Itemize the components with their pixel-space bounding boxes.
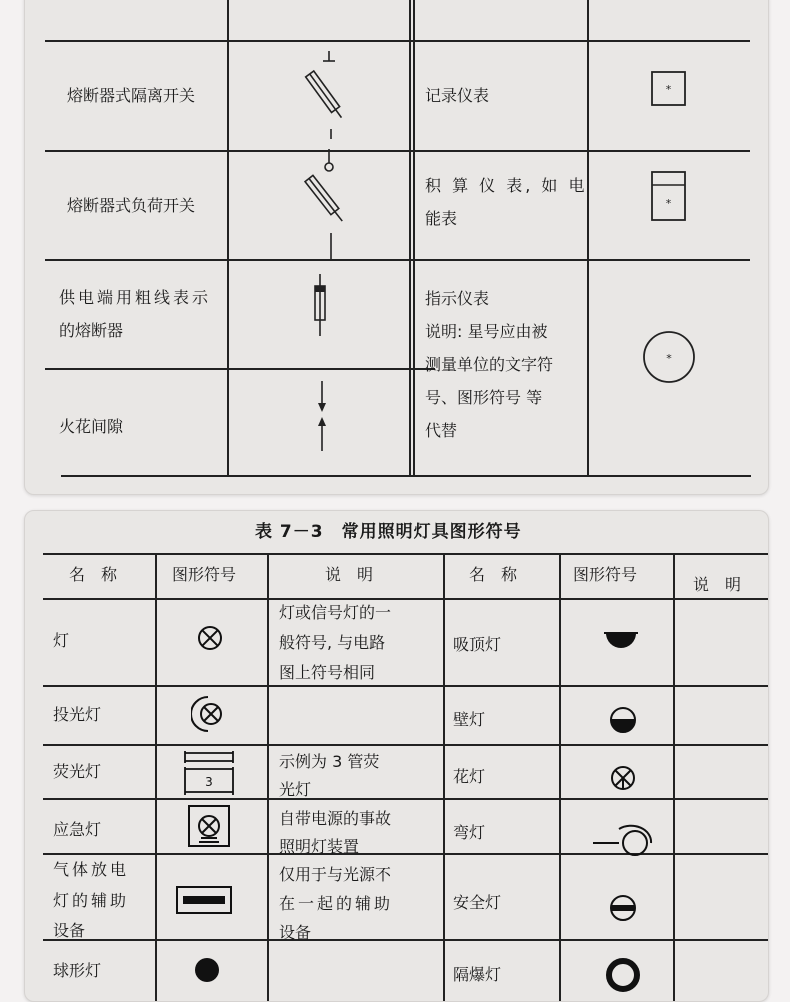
header-name-left: 名 称 bbox=[69, 565, 118, 584]
row-name-fluorescent: 荧光灯 bbox=[53, 762, 102, 781]
thick-line-fuse-symbol bbox=[305, 274, 335, 344]
ceiling-lamp-symbol bbox=[603, 629, 639, 653]
spark-gap-symbol bbox=[307, 381, 337, 451]
table-upper-card bbox=[24, 0, 769, 495]
desc-discharge-aux: 仅用于与光源不 bbox=[279, 865, 392, 884]
row-name-safety-lamp: 安全灯 bbox=[453, 893, 502, 912]
row-name-fuse-load-switch: 熔断器式负荷开关 bbox=[67, 196, 196, 215]
indicating-meter-note: 代替 bbox=[425, 421, 458, 440]
fluorescent-symbol bbox=[183, 749, 235, 797]
row-divider bbox=[43, 939, 768, 941]
column-divider bbox=[587, 0, 589, 475]
lighting-symbols-card bbox=[24, 510, 769, 1002]
row-name-fuse-isolating-switch: 熔断器式隔离开关 bbox=[67, 86, 196, 105]
row-name-integrating-meter: 积 算 仪 表, 如 电 bbox=[425, 176, 588, 195]
indicating-meter-note: 说明: 星号应由被 bbox=[425, 322, 548, 341]
row-name-discharge-aux: 设备 bbox=[53, 921, 86, 940]
table-top-border bbox=[43, 553, 768, 555]
bent-lamp-symbol bbox=[591, 823, 653, 859]
meter-star-label: * bbox=[665, 83, 672, 96]
wall-lamp-symbol bbox=[608, 705, 638, 735]
desc-emergency: 自带电源的事故 bbox=[279, 809, 392, 828]
desc-lamp: 灯或信号灯的一 bbox=[279, 603, 392, 622]
explosion-proof-symbol bbox=[605, 957, 641, 993]
row-name-wall-lamp: 壁灯 bbox=[453, 710, 486, 729]
meter-star-label: * bbox=[666, 352, 672, 365]
row-name-fuse-thick-line: 的熔断器 bbox=[59, 321, 124, 340]
row-name-discharge-aux: 灯的辅助 bbox=[53, 891, 130, 910]
column-divider bbox=[559, 553, 561, 1002]
desc-lamp: 图上符号相同 bbox=[279, 663, 376, 682]
row-name-indicating-meter: 指示仪表 bbox=[425, 289, 490, 308]
header-divider bbox=[43, 598, 768, 600]
row-name-chandelier: 花灯 bbox=[453, 767, 486, 786]
indicating-meter-symbol bbox=[641, 329, 697, 385]
row-divider bbox=[45, 259, 750, 261]
row-divider bbox=[45, 368, 435, 370]
integrating-meter-symbol bbox=[649, 169, 689, 225]
chandelier-symbol bbox=[608, 763, 638, 793]
row-name-explosion-proof: 隔爆灯 bbox=[453, 965, 502, 984]
row-name-lamp: 灯 bbox=[53, 631, 70, 650]
column-divider bbox=[227, 0, 229, 475]
row-divider bbox=[43, 798, 768, 800]
meter-star-label: * bbox=[665, 197, 672, 210]
recording-meter-symbol bbox=[649, 69, 689, 109]
column-divider bbox=[409, 0, 411, 475]
fuse-load-switch-symbol bbox=[295, 149, 355, 259]
row-divider bbox=[43, 685, 768, 687]
column-divider bbox=[267, 553, 269, 1002]
safety-lamp-symbol bbox=[608, 893, 638, 923]
header-name-right: 名 称 bbox=[469, 565, 518, 584]
row-name-integrating-meter: 能表 bbox=[425, 209, 458, 228]
column-divider bbox=[155, 553, 157, 1002]
lamp-symbol bbox=[196, 624, 224, 652]
column-divider bbox=[413, 0, 415, 475]
row-divider bbox=[45, 150, 750, 152]
desc-lamp: 般符号, 与电路 bbox=[279, 633, 386, 652]
desc-emergency: 照明灯装置 bbox=[279, 837, 360, 856]
tube-count-label: 3 bbox=[205, 775, 213, 789]
column-divider bbox=[673, 553, 675, 1002]
row-name-floodlight: 投光灯 bbox=[53, 705, 102, 724]
header-symbol-left: 图形符号 bbox=[172, 565, 237, 584]
discharge-aux-symbol bbox=[175, 885, 233, 915]
desc-discharge-aux: 设备 bbox=[279, 923, 312, 942]
row-name-emergency: 应急灯 bbox=[53, 820, 102, 839]
row-name-bent-lamp: 弯灯 bbox=[453, 823, 486, 842]
table-bottom-border bbox=[61, 475, 751, 477]
row-divider bbox=[43, 853, 768, 855]
header-desc-right: 说 明 bbox=[693, 575, 742, 594]
indicating-meter-note: 测量单位的文字符 bbox=[425, 355, 554, 374]
desc-discharge-aux: 在一起的辅助 bbox=[279, 894, 394, 913]
row-name-spark-gap: 火花间隙 bbox=[59, 417, 124, 436]
row-name-globe: 球形灯 bbox=[53, 961, 102, 980]
indicating-meter-note: 号、图形符号 等 bbox=[425, 388, 543, 407]
fuse-isolating-switch-symbol bbox=[295, 39, 355, 139]
row-name-recording-meter: 记录仪表 bbox=[425, 86, 490, 105]
row-divider bbox=[45, 40, 750, 42]
table-caption: 表 7－3 常用照明灯具图形符号 bbox=[255, 522, 522, 542]
desc-fluorescent: 示例为 3 管荧 bbox=[279, 752, 380, 771]
desc-fluorescent: 光灯 bbox=[279, 780, 312, 799]
row-name-fuse-thick-line: 供电端用粗线表示 bbox=[59, 288, 212, 307]
row-divider bbox=[43, 744, 768, 746]
header-symbol-right: 图形符号 bbox=[573, 565, 638, 584]
floodlight-symbol bbox=[191, 694, 231, 734]
globe-lamp-symbol bbox=[193, 956, 221, 984]
header-desc-left: 说 明 bbox=[325, 565, 374, 584]
emergency-lamp-symbol bbox=[187, 804, 231, 848]
column-divider bbox=[443, 553, 445, 1002]
row-name-ceiling-lamp: 吸顶灯 bbox=[453, 635, 502, 654]
row-name-discharge-aux: 气体放电 bbox=[53, 860, 130, 879]
